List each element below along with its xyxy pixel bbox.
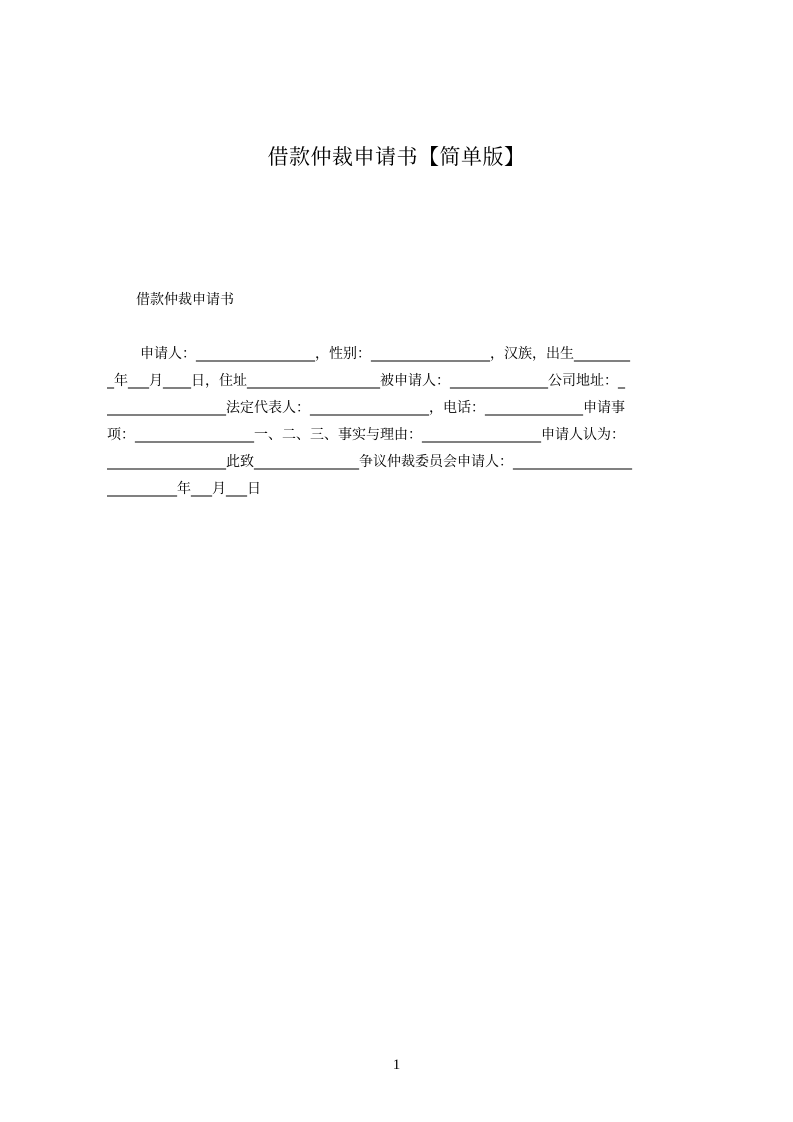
- body-line-4: 项：_________________一、二、三、事实与理由：_________________申请人认为：: [107, 427, 625, 443]
- body-line-1: 申请人：_________________，性别：_________________，汉族，出生________: [140, 346, 630, 362]
- body-line-3: _________________法定代表人：_________________，电话：______________申请事: [107, 400, 625, 416]
- body-line-6: __________年___月___日: [107, 481, 261, 497]
- page-number: 1: [392, 1057, 401, 1073]
- body-line-5: _________________此致_______________争议仲裁委员会申请人：_________________: [107, 454, 632, 470]
- document-title: 借款仲裁申请书【简单版】: [267, 145, 526, 169]
- body-line-2: _年___月____日，住址___________________被申请人：______________公司地址：_: [107, 373, 625, 389]
- document-subtitle: 借款仲裁申请书: [136, 292, 234, 308]
